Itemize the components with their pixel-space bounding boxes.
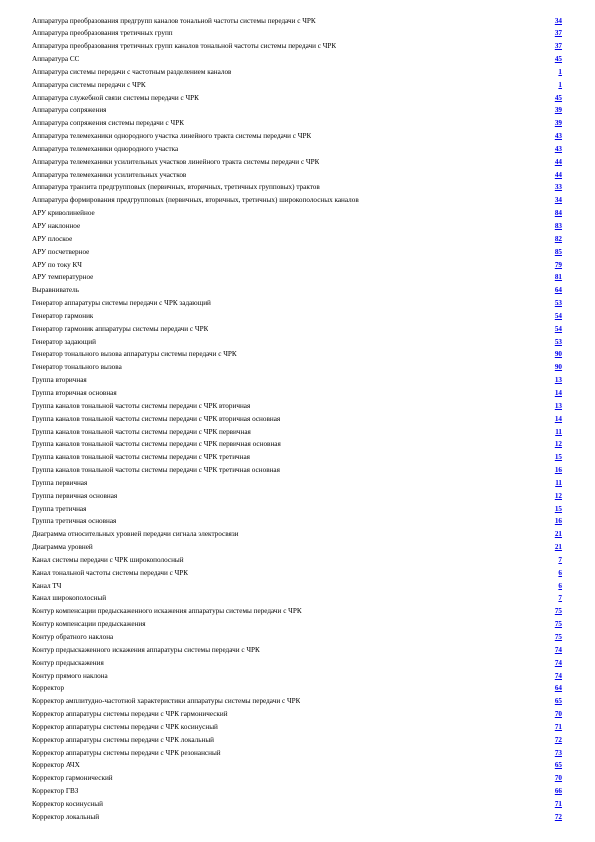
index-term: АРУ температурное [32, 273, 94, 282]
index-entry [32, 40, 562, 53]
index-entry [32, 592, 562, 605]
page-link[interactable]: 7 [558, 555, 562, 564]
index-entry [32, 503, 562, 516]
page-link[interactable]: 74 [554, 645, 562, 654]
page-link[interactable]: 83 [554, 222, 562, 230]
index-entry [32, 297, 562, 310]
index-entry [32, 79, 562, 92]
page-link[interactable]: 72 [554, 812, 562, 821]
index-term: Аппаратура транзита предгрупповых (первичных, вторичных, третичных групповых) трактов [32, 183, 320, 192]
page-link[interactable]: 11 [555, 427, 562, 436]
index-list [32, 15, 562, 824]
index-entry [32, 721, 562, 734]
index-entry [32, 271, 562, 284]
page-link[interactable]: 70 [554, 710, 562, 719]
index-term: Канал тональной частоты системы передачи с ЧРК [32, 568, 189, 577]
index-term: Группа каналов тональной частоты системы передачи с ЧРК третичная [32, 453, 250, 462]
index-entry [32, 618, 562, 631]
index-entry [32, 27, 562, 40]
page-link[interactable]: 64 [554, 286, 562, 295]
index-term: Аппаратура сопряжения системы передачи с ЧРК [32, 119, 185, 128]
index-entry [32, 515, 562, 528]
index-term: Группа вторичная [32, 376, 87, 385]
page-link[interactable]: 7 [558, 594, 562, 603]
index-entry [32, 772, 562, 785]
page-link[interactable]: 75 [554, 633, 562, 641]
page-link[interactable]: 1 [558, 80, 562, 89]
index-term: Аппаратура сопряжения [32, 106, 107, 115]
index-entry [32, 400, 562, 413]
page-link[interactable]: 39 [554, 106, 562, 115]
page-link[interactable]: 43 [554, 132, 562, 141]
index-term: Контур предыскажения [32, 658, 104, 667]
page-link[interactable]: 53 [554, 337, 562, 346]
page-link[interactable]: 90 [554, 363, 562, 372]
page-link[interactable]: 75 [554, 607, 562, 616]
index-term: Аппаратура служебной связи системы передачи с ЧРК [32, 93, 199, 102]
index-term: Группа каналов тональной частоты системы передачи с ЧРК третичная основная [32, 466, 280, 475]
index-term: Группа вторичная основная [32, 388, 117, 397]
page-link[interactable]: 16 [554, 466, 562, 475]
index-entry [32, 541, 562, 554]
index-entry [32, 323, 562, 336]
index-term: Генератор тонального вызова аппаратуры системы передачи с ЧРК [32, 350, 237, 359]
index-term: Группа первичная [32, 478, 88, 487]
index-term: Контур компенсации предыскажения [32, 620, 146, 629]
page-link[interactable]: 66 [554, 787, 562, 796]
index-entry [32, 207, 562, 220]
page-link[interactable]: 15 [554, 504, 562, 513]
index-term: Генератор аппаратуры системы передачи с ЧРК задающий [32, 299, 211, 308]
index-entry [32, 387, 562, 400]
index-entry [32, 464, 562, 477]
index-term: Группа каналов тональной частоты системы передачи с ЧРК первичная основная [32, 440, 281, 449]
page-link[interactable]: 65 [554, 697, 562, 706]
page-link[interactable]: 39 [554, 119, 562, 128]
page-link[interactable]: 34 [554, 196, 562, 205]
index-term: Генератор тонального вызова [32, 363, 122, 372]
index-term: Корректор локальный [32, 812, 100, 821]
index-entry [32, 670, 562, 683]
index-term: Аппаратура телемеханики усилительных участков линейного тракта системы передачи с ЧРК [32, 157, 320, 166]
index-term: Аппаратура системы передачи с частотным разделением каналов [32, 67, 232, 76]
page-link[interactable]: 37 [554, 42, 562, 51]
index-term: Контур обратного наклона [32, 633, 114, 641]
index-entry [32, 194, 562, 207]
index-entry [32, 336, 562, 349]
index-entry [32, 567, 562, 580]
index-term: Канал широкополосный [32, 594, 107, 603]
index-term: Канал ТЧ [32, 581, 62, 590]
index-entry [32, 181, 562, 194]
index-entry [32, 66, 562, 79]
index-entry [32, 631, 562, 644]
index-term: Аппаратура формирования предгрупповых (первичных, вторичных, третичных) широкополосных каналов [32, 196, 359, 205]
page-link[interactable]: 21 [554, 543, 562, 552]
index-entry [32, 310, 562, 323]
page-link[interactable]: 74 [554, 671, 562, 680]
index-term: Корректор амплитудно-частотной характеристики аппаратуры системы передачи с ЧРК [32, 697, 301, 706]
page-link[interactable]: 37 [554, 29, 562, 38]
index-term: АРУ плоское [32, 234, 73, 243]
index-entry [32, 426, 562, 439]
page-link[interactable]: 84 [554, 209, 562, 218]
index-term: Группа первичная основная [32, 491, 118, 500]
index-term: Корректор [32, 684, 65, 693]
index-entry [32, 361, 562, 374]
page-link[interactable]: 21 [554, 530, 562, 539]
page-link[interactable]: 13 [554, 376, 562, 385]
index-entry [32, 348, 562, 361]
index-entry [32, 246, 562, 259]
index-term: Корректор косинусный [32, 799, 103, 808]
index-term: АРУ криволинейное [32, 209, 95, 218]
index-term: Канал системы передачи с ЧРК широкополосный [32, 555, 184, 564]
page-link[interactable]: 71 [554, 722, 562, 731]
index-term: Генератор задающий [32, 337, 96, 346]
index-entry [32, 695, 562, 708]
index-entry [32, 785, 562, 798]
page-link[interactable]: 82 [554, 234, 562, 243]
index-entry [32, 169, 562, 182]
index-entry [32, 490, 562, 503]
index-entry [32, 644, 562, 657]
index-entry [32, 15, 562, 28]
page-link[interactable]: 33 [554, 183, 562, 192]
index-entry [32, 143, 562, 156]
index-term: Корректор аппаратуры системы передачи с ЧРК локальный [32, 735, 214, 744]
page-link[interactable]: 73 [554, 748, 562, 757]
index-term: Группа каналов тональной частоты системы передачи с ЧРК первичная [32, 427, 251, 436]
index-term: Контур предыскаженного искажения аппаратуры системы передачи с ЧРК [32, 645, 260, 654]
page-link[interactable]: 71 [554, 799, 562, 808]
index-entry [32, 220, 562, 233]
index-term: Выравниватель [32, 286, 79, 295]
index-entry [32, 233, 562, 246]
index-entry [32, 259, 562, 272]
page-link[interactable]: 43 [554, 144, 562, 153]
index-term: Группа третичная основная [32, 517, 117, 526]
index-term: Корректор ГВЗ [32, 787, 79, 796]
index-term: Аппаратура телемеханики однородного участка [32, 144, 179, 153]
index-entry [32, 811, 562, 824]
page-link[interactable]: 85 [554, 247, 562, 256]
index-entry [32, 284, 562, 297]
index-term: Аппаратура системы передачи с ЧРК [32, 80, 146, 89]
index-term: Аппаратура телемеханики усилительных участков [32, 170, 187, 179]
index-term: Группа третичная [32, 504, 87, 513]
index-entry [32, 104, 562, 117]
index-term: Аппаратура СС [32, 55, 80, 64]
index-entry [32, 605, 562, 618]
index-term: Генератор гармоник [32, 311, 94, 320]
page-link[interactable]: 70 [554, 774, 562, 783]
page-link[interactable]: 90 [554, 350, 562, 359]
page-link[interactable]: 72 [554, 735, 562, 744]
page-link[interactable]: 64 [554, 684, 562, 693]
index-entry [32, 374, 562, 387]
index-term: Группа каналов тональной частоты системы передачи с ЧРК вторичная [32, 401, 251, 410]
index-term: Корректор гармонический [32, 774, 113, 783]
index-entry [32, 747, 562, 760]
index-term: Корректор аппаратуры системы передачи с ЧРК косинусный [32, 722, 218, 731]
index-entry [32, 477, 562, 490]
page-link[interactable]: 13 [554, 401, 562, 410]
page-link[interactable]: 44 [554, 157, 562, 166]
index-term: Группа каналов тональной частоты системы передачи с ЧРК вторичная основная [32, 414, 281, 423]
index-entry [32, 528, 562, 541]
index-entry [32, 156, 562, 169]
index-term: Генератор гармоник аппаратуры системы передачи с ЧРК [32, 324, 209, 333]
page-link[interactable]: 75 [554, 620, 562, 629]
page-link[interactable]: 54 [554, 311, 562, 320]
page-link[interactable]: 6 [558, 568, 562, 577]
index-term: Контур компенсации предыскаженного искажения аппаратуры системы передачи с ЧРК [32, 607, 302, 616]
index-entry [32, 413, 562, 426]
index-entry [32, 451, 562, 464]
index-term: Диаграмма уровней [32, 543, 93, 552]
page-link[interactable]: 15 [554, 453, 562, 462]
index-term: АРУ наклонное [32, 222, 81, 230]
page-link[interactable]: 16 [554, 517, 562, 526]
index-entry [32, 117, 562, 130]
page-link[interactable]: 65 [554, 761, 562, 770]
page-link[interactable]: 54 [554, 324, 562, 333]
index-entry [32, 554, 562, 567]
index-entry [32, 734, 562, 747]
index-entry [32, 580, 562, 593]
index-term: Корректор АЧХ [32, 761, 80, 770]
index-term: Аппаратура преобразования третичных групп каналов тональной частоты системы передачи с ЧРК [32, 42, 337, 51]
index-term: АРУ посчетверное [32, 247, 90, 256]
index-term: Корректор аппаратуры системы передачи с ЧРК гармонический [32, 710, 228, 719]
index-entry [32, 657, 562, 670]
page-link[interactable]: 11 [555, 478, 562, 487]
page-link[interactable]: 14 [554, 414, 562, 423]
index-entry [32, 438, 562, 451]
index-term: Аппаратура преобразования предгрупп каналов тональной частоты системы передачи с ЧРК [32, 16, 316, 25]
index-term: Корректор аппаратуры системы передачи с ЧРК резонансный [32, 748, 221, 757]
index-entry [32, 682, 562, 695]
page-link[interactable]: 81 [554, 273, 562, 282]
page-link[interactable]: 12 [554, 440, 562, 449]
page-link[interactable]: 12 [554, 491, 562, 500]
index-entry [32, 92, 562, 105]
page-link[interactable]: 34 [554, 16, 562, 25]
index-term: Аппаратура преобразования третичных групп [32, 29, 173, 38]
index-entry [32, 53, 562, 66]
index-term: АРУ по току КЧ [32, 260, 82, 269]
page-link[interactable]: 14 [554, 388, 562, 397]
index-entry [32, 759, 562, 772]
index-term: Аппаратура телемеханики однородного участка линейного тракта системы передачи с ЧРК [32, 132, 312, 141]
page-link[interactable]: 53 [554, 299, 562, 308]
index-entry [32, 798, 562, 811]
page-link[interactable]: 79 [554, 260, 562, 269]
index-entry [32, 708, 562, 721]
index-term: Контур прямого наклона [32, 671, 108, 680]
index-term: Диаграмма относительных уровней передачи сигнала электросвязи [32, 530, 239, 539]
page-link[interactable]: 6 [558, 581, 562, 590]
index-entry [32, 130, 562, 143]
page-link[interactable]: 1 [558, 67, 562, 76]
page-link[interactable]: 45 [554, 93, 562, 102]
page-link[interactable]: 74 [554, 658, 562, 667]
page-link[interactable]: 45 [554, 55, 562, 64]
page-link[interactable]: 44 [554, 170, 562, 179]
